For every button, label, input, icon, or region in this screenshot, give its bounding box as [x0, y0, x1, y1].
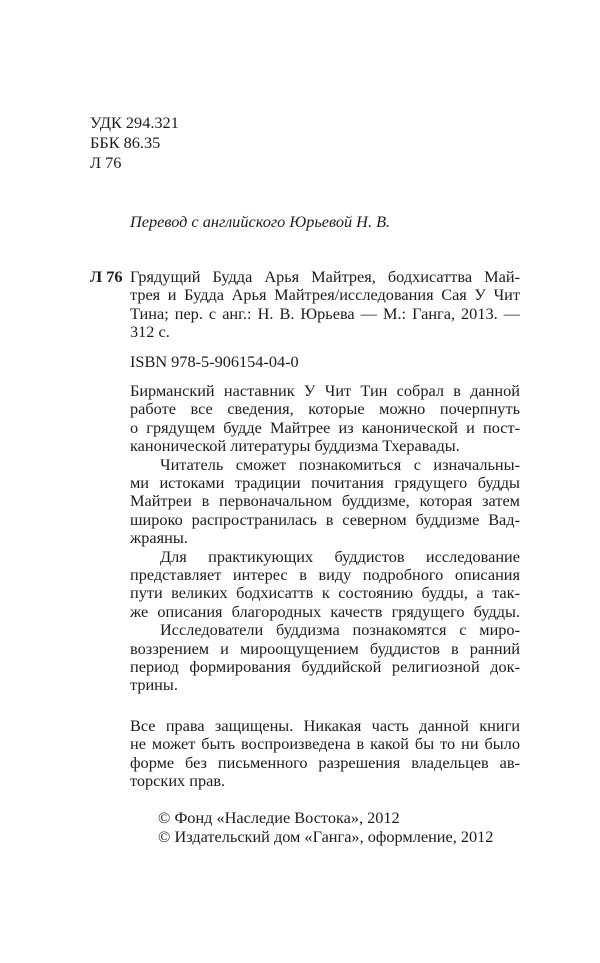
udk-code: УДК 294.321: [90, 113, 179, 132]
abstract-line: период формирования буддийской религиозной док-: [130, 658, 520, 676]
abstract-line: канонической литературы буддизма Тхеравады.: [130, 436, 460, 456]
catalog-entry: [130, 268, 520, 342]
translator-credit: Перевод с английского Юрьевой Н. В.: [130, 212, 391, 231]
copyright-line: © Фонд «Наследие Востока», 2012: [158, 808, 400, 827]
entry-line: Грядущий Будда Арья Майтрея, бодхисаттва Май-: [130, 268, 520, 286]
bbk-code: ББК 86.35: [90, 133, 161, 152]
abstract-line: Майтреи в первоначальном буддизме, которая затем: [130, 492, 520, 511]
entry-line: трея и Будда Арья Майтрея/исследования Сая У Чит: [130, 286, 520, 305]
abstract-line: работе все сведения, которые можно почерпнуть: [130, 400, 520, 419]
rights-line: Все права защищены. Никакая часть данной книги: [130, 717, 520, 735]
abstract-line: Читатель сможет познакомиться с изначальны-: [160, 455, 520, 474]
copyright-line: © Издательский дом «Ганга», оформление, 2012: [158, 827, 494, 846]
isbn: ISBN 978-5-906154-04-0: [130, 352, 299, 371]
rights-line: форме без письменного разрешения владельцев ав-: [130, 753, 520, 772]
abstract-line: широко распространилась в северном буддизме Вад-: [130, 510, 520, 529]
author-mark: Л 76: [90, 153, 122, 172]
abstract-line: о грядущем будде Майтрее из канонической и пост-: [130, 418, 520, 437]
rights-line: торских прав.: [130, 770, 226, 790]
abstract-line: пути великих бодхисаттв к состоянию будды, а так-: [130, 584, 520, 603]
abstract: [130, 353, 520, 695]
abstract-line: Бирманский наставник У Чит Тин собрал в данной: [130, 381, 520, 400]
classification-codes: [90, 113, 179, 173]
rights-notice: [130, 717, 520, 790]
abstract-line: Для практикующих буддистов исследование: [160, 547, 520, 566]
copyright-notices: [158, 808, 493, 846]
abstract-line: ми истоками традиции почитания грядущего будды: [130, 473, 520, 492]
abstract-line: представляет интерес в виду подробного описания: [130, 565, 520, 584]
rights-line: не может быть воспроизведена в какой бы то ни было: [130, 735, 520, 754]
entry-line: 312 с.: [130, 322, 170, 342]
catalog-entry-code: Л 76: [90, 267, 123, 286]
entry-line: Тина; пер. с анг.: Н. В. Юрьева — М.: Ганга, 2013. —: [130, 304, 520, 323]
abstract-line: жраяны.: [130, 528, 188, 548]
abstract-line: же описания благородных качеств грядущего будды.: [130, 602, 520, 621]
abstract-line: воззрением и мироощущением буддистов в ранний: [130, 639, 520, 658]
abstract-line: трины.: [130, 675, 178, 695]
abstract-line: Исследователи буддизма познакомятся с миро-: [160, 621, 520, 640]
